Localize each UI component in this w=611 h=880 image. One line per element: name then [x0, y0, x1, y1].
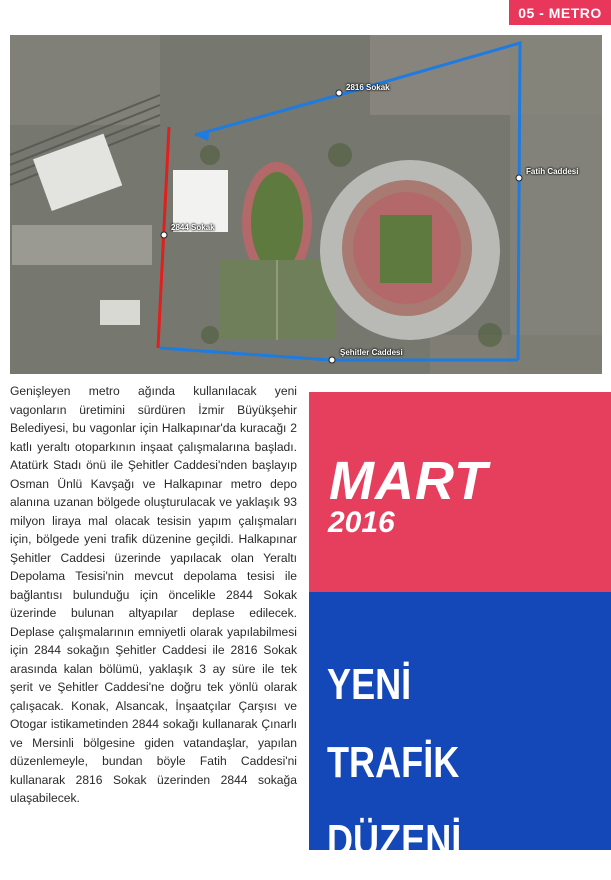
- map-label-2844: 2844 Sokak: [171, 223, 215, 232]
- aerial-photo: [10, 35, 602, 374]
- date-year: 2016: [328, 506, 395, 539]
- aerial-map: [10, 35, 602, 374]
- date-month: MART: [329, 451, 488, 511]
- headline: [327, 646, 589, 880]
- headline-line-2: TRAFİK DÜZENİ: [327, 738, 462, 865]
- headline-panel: [309, 592, 611, 865]
- section-tag: 05 - METRO: [509, 0, 611, 25]
- map-label-2816: 2816 Sokak: [346, 83, 390, 92]
- map-label-fatih: Fatih Caddesi: [526, 167, 579, 176]
- article-body: Genişleyen metro ağında kullanılacak yeni vagonların üretimini sürdüren İzmir Büyükşehir Belediyesi, bu vagonlar için Halkapınar'da kuracağı 2 katlı yeraltı otoparkının inşaat çalışmalarına başladı. Atatürk Stadı önü ile Şehitler Caddesi'nden başlayıp Osman Ünlü Kavşağı ve Halkapınar metro depo alanına uzanan bölgede oluşturulacak ve yaklaşık 93 milyon liraya mal olacak tesisin yapım çalışmaları için, bölgede yeni trafik düzenine geçildi. Halkapınar Şehitler Caddesi üzerinde yapılacak olan Yeraltı Depolama Tesisi'nin mevcut depolama tesisi ile bağlantısı bulunduğu için öncelikle 2844 Sokak üzerinde bulunan altyapılar deplase edilecek. Deplase çalışmalarının emniyetli olarak yapılabilmesi için 2844 sokağın Şehitler Caddesi ile 2816 Sokak arasında kalan bölümü, yaklaşık 3 ay süre ile tek şerit ve Şehitler Caddesi'ne doğru tek yönlü olarak çalışacak. Konak, Alsancak, İnşaatçılar Çarşısı ve Otogar istikametinden 2844 sokağı kullanarak Çınarlı ve Mersinli bölgesine giden vatandaşlar, yapılan düzenlemeyle, bundan böyle Fatih Caddesi'ni kullanarak 2816 Sokak üzerinden 2844 sokağa ulaşabilecek.: [10, 384, 297, 805]
- map-label-sehitler: Şehitler Caddesi: [340, 348, 403, 357]
- headline-line-1: YENİ: [327, 660, 412, 709]
- date-panel: [309, 392, 611, 592]
